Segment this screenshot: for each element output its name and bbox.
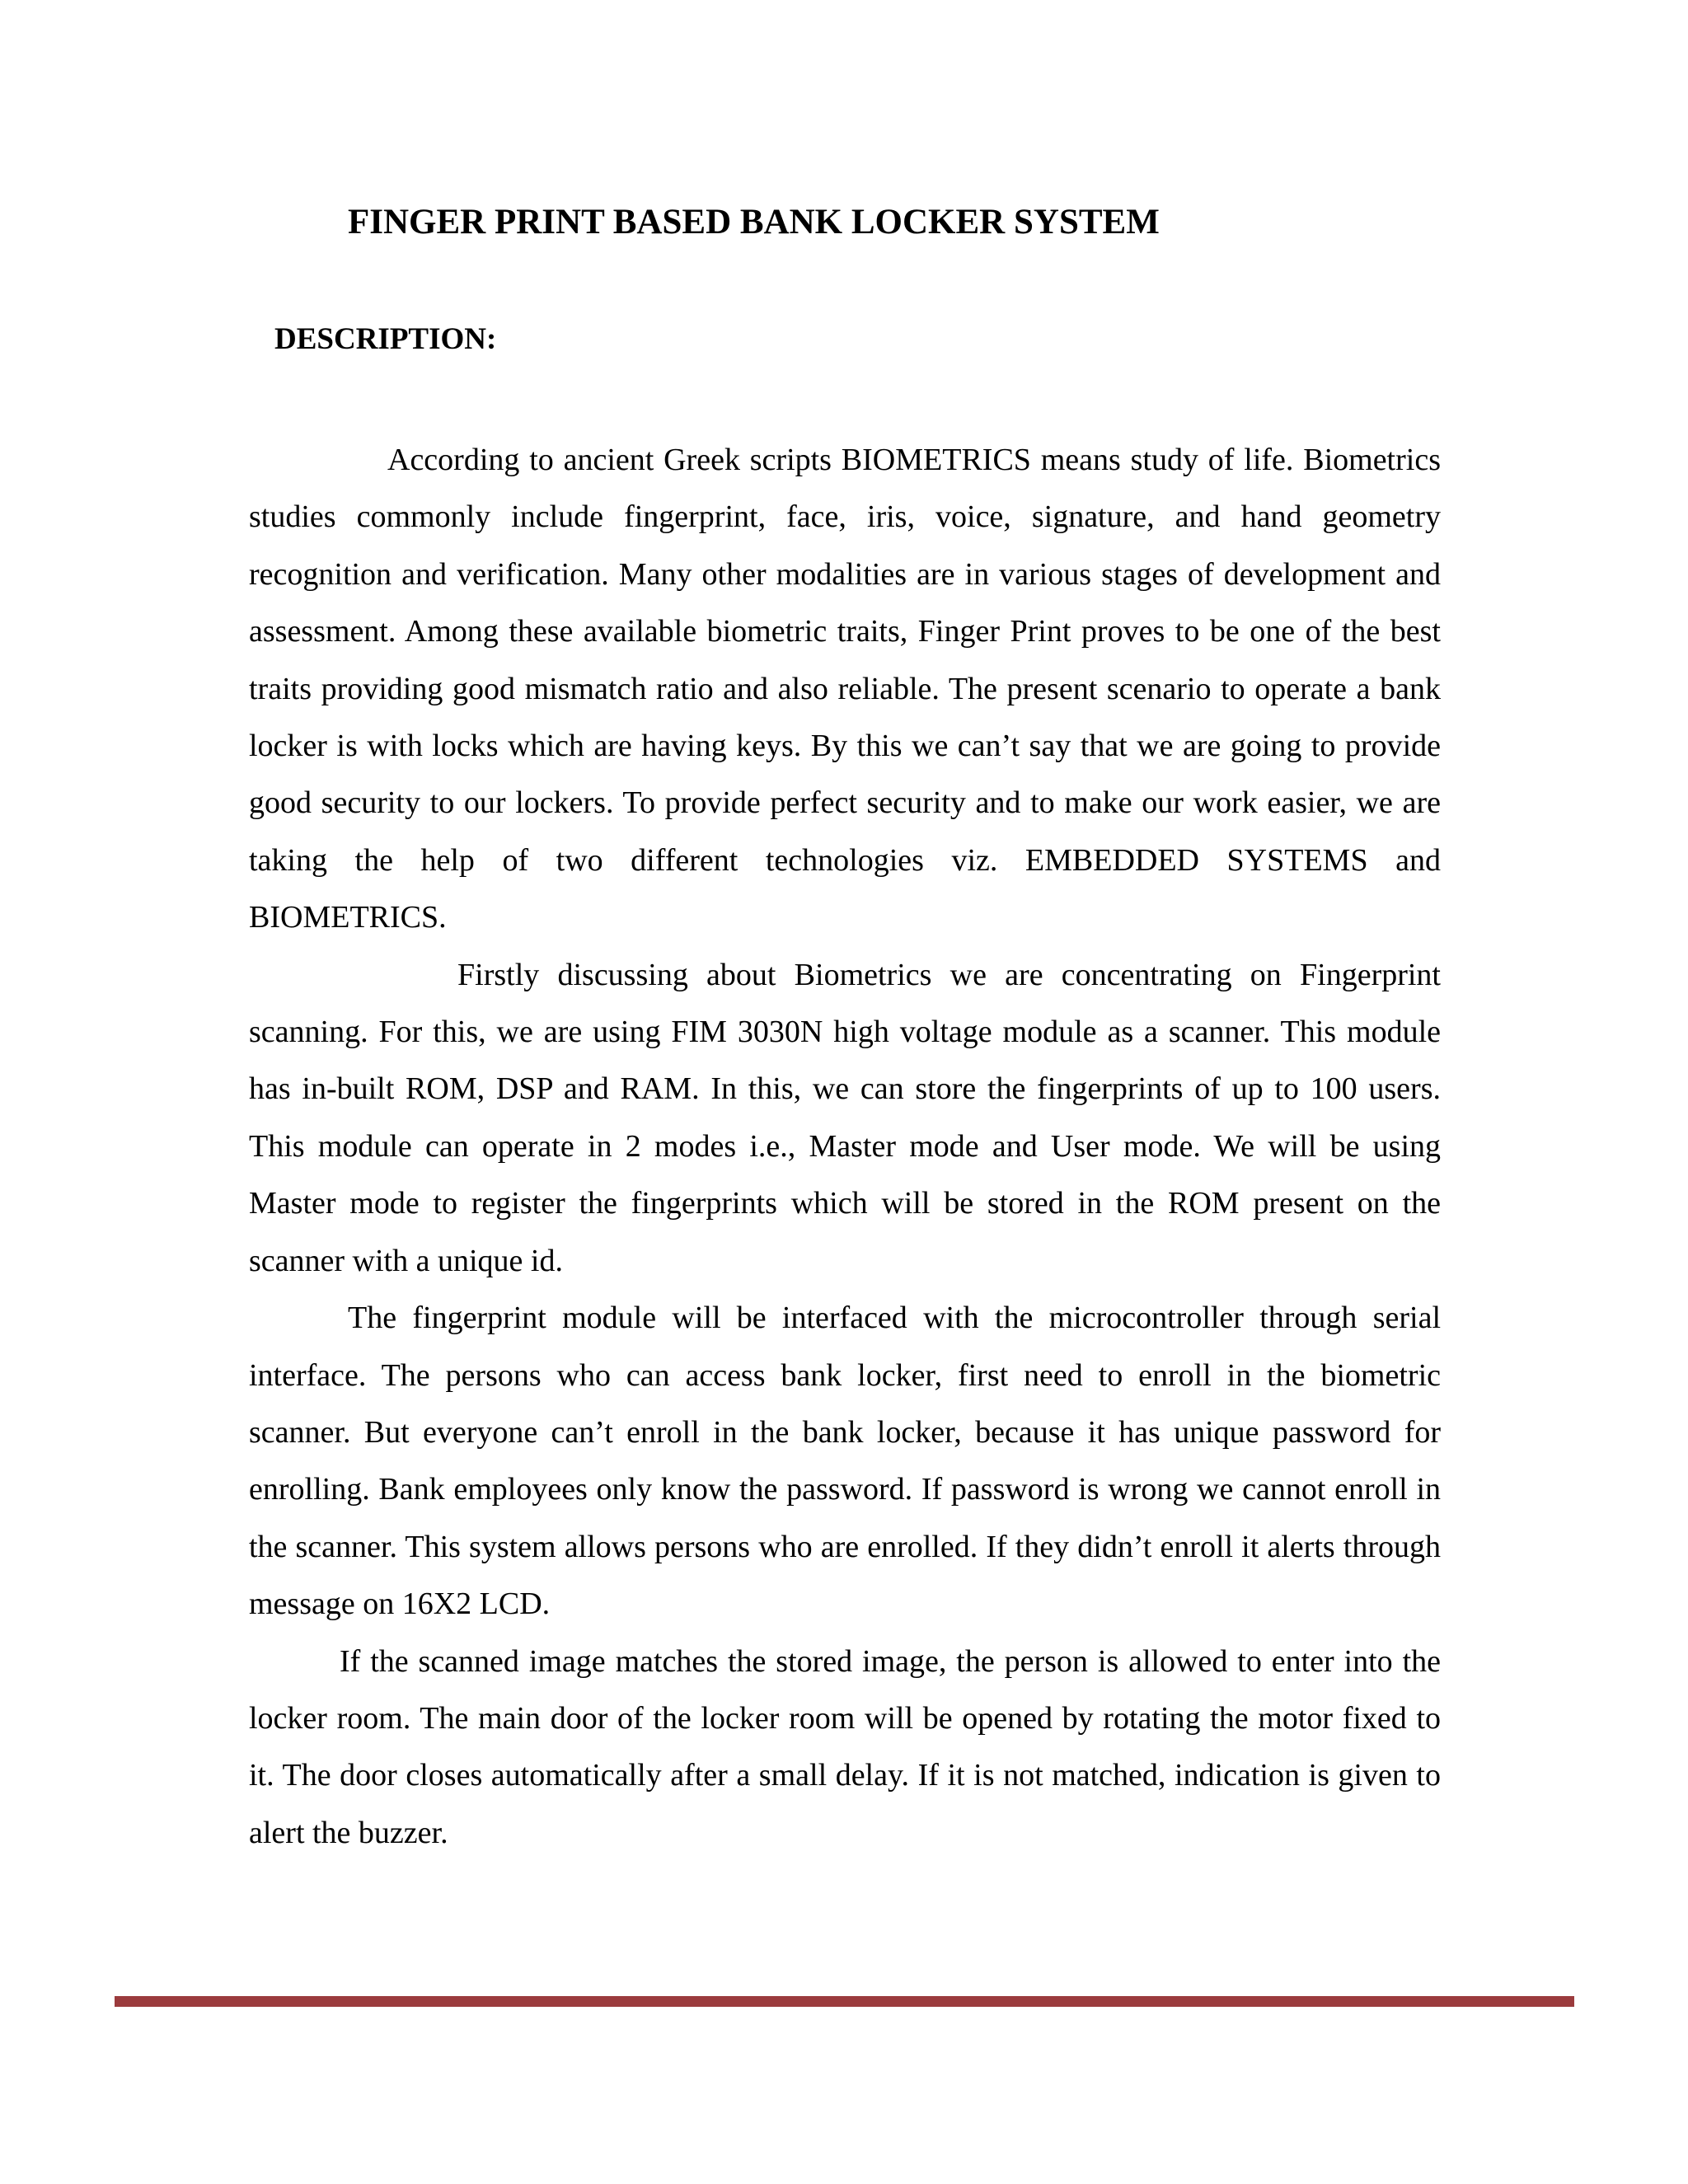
footer-divider xyxy=(115,1996,1574,2007)
page-title: FINGER PRINT BASED BANK LOCKER SYSTEM xyxy=(348,203,1160,241)
paragraph-interface: The fingerprint module will be interfaced with the microcontroller through serial interface. The persons who can access bank locker, first need to enroll in the biometric scanner. But everyone can’t enroll in the bank locker, because it has unique password for enrolling. Bank employees only know the password. If password is wrong we cannot enroll in the scanner. This system allows persons who are enrolled. If they didn’t enroll it alerts through message on 16X2 LCD. xyxy=(249,1301,1441,1622)
paragraph-matching: If the scanned image matches the stored image, the person is allowed to enter into the locker room. The main door of the locker room will be opened by rotating the motor fixed to it. The door closes automatically after a small delay. If it is not matched, indication is given to alert the buzzer. xyxy=(249,1643,1441,1850)
body-text xyxy=(249,432,1441,1862)
paragraph-intro: According to ancient Greek scripts BIOMETRICS means study of life. Biometrics studies commonly include fingerprint, face, iris, voice, signature, and hand geometry recognition and verification. Many other modalities are in various stages of development and assessment. Among these available biometric traits, Finger Print proves to be one of the best traits providing good mismatch ratio and also reliable. The present scenario to operate a bank locker is with locks which are having keys. By this we can’t say that we are going to provide good security to our lockers. To provide perfect security and to make our work easier, we are taking the help of two different technologies viz. EMBEDDED SYSTEMS and BIOMETRICS. xyxy=(249,443,1441,935)
section-heading: DESCRIPTION: xyxy=(274,322,497,356)
paragraph-biometrics: Firstly discussing about Biometrics we are concentrating on Fingerprint scanning. For this, we are using FIM 3030N high voltage module as a scanner. This module has in-built ROM, DSP and RAM. In this, we can store the fingerprints of up to 100 users. This module can operate in 2 modes i.e., Master mode and User mode. We will be using Master mode to register the fingerprints which will be stored in the ROM present on the scanner with a unique id. xyxy=(249,957,1441,1278)
